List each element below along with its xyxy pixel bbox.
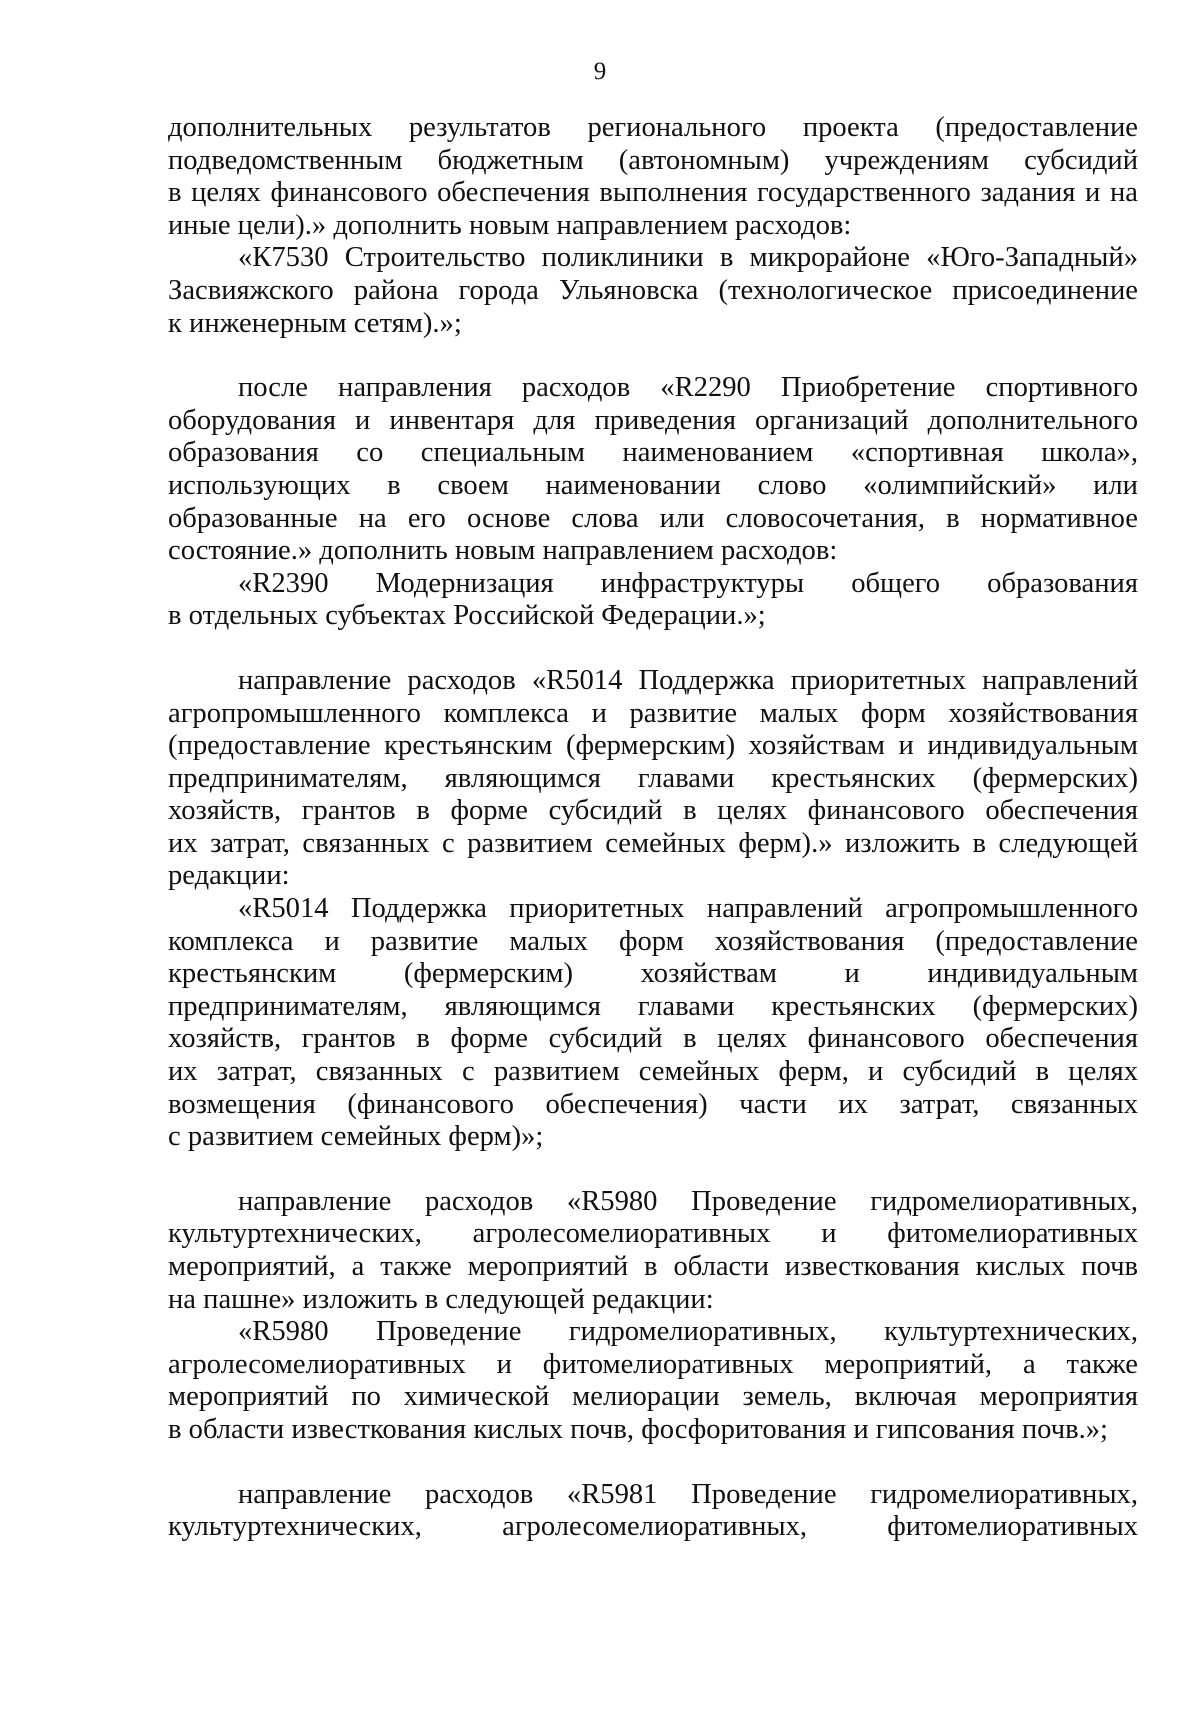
text-line: на пашне» изложить в следующей редакции:: [168, 1283, 714, 1315]
text-line: «R2390 Модернизация инфраструктуры общего образования: [238, 567, 1138, 599]
text-line: состояние.» дополнить новым направлением расходов:: [168, 535, 838, 567]
text-line: в области известкования кислых почв, фосфоритования и гипсования почв.»;: [168, 1413, 1108, 1445]
text-line: Засвияжского района города Ульяновска (технологическое присоединение: [168, 274, 1138, 306]
text-line: агролесомелиоративных и фитомелиоративных мероприятий, а также: [168, 1348, 1138, 1380]
text-line: агропромышленного комплекса и развитие малых форм хозяйствования: [168, 697, 1138, 729]
text-line: дополнительных результатов регионального проекта (предоставление: [168, 112, 1138, 143]
text-line: направление расходов «R5014 Поддержка приоритетных направлений: [238, 664, 1138, 696]
text-line: их затрат, связанных с развитием семейных ферм).» изложить в следующей: [168, 827, 1138, 859]
document-body: [168, 112, 1138, 1544]
text-line: хозяйств, грантов в форме субсидий в целях финансового обеспечения: [168, 795, 1138, 827]
paragraph-7: [168, 1186, 1138, 1316]
page-number: 9: [593, 58, 607, 85]
text-line: редакции:: [168, 860, 290, 892]
text-line: (предоставление крестьянским (фермерским) хозяйствам и индивидуальным: [168, 730, 1138, 762]
text-line: подведомственным бюджетным (автономным) учреждениям субсидий: [168, 144, 1138, 176]
text-line: образованные на его основе слова или словосочетания, в нормативное: [168, 502, 1138, 534]
text-line: предпринимателям, являющимся главами крестьянских (фермерских): [168, 762, 1138, 794]
paragraph-9: [168, 1479, 1138, 1544]
text-line: мероприятий, а также мероприятий в области известкования кислых почв: [168, 1251, 1138, 1282]
text-line: «R5014 Поддержка приоритетных направлений агропромышленного: [238, 893, 1138, 925]
text-line: в отдельных субъектах Российской Федерации.»;: [168, 600, 766, 632]
text-line: после направления расходов «R2290 Приобретение спортивного: [238, 372, 1138, 404]
text-line: крестьянским (фермерским) хозяйствам и индивидуальным: [168, 958, 1138, 990]
text-line: мероприятий по химической мелиорации земель, включая мероприятия: [168, 1381, 1138, 1413]
text-line: возмещения (финансового обеспечения) части их затрат, связанных: [168, 1088, 1138, 1120]
text-line: в целях финансового обеспечения выполнения государственного задания и на: [168, 177, 1138, 209]
text-line: иные цели).» дополнить новым направлением расходов:: [168, 209, 852, 241]
paragraph-2: [168, 242, 1138, 340]
text-line: «К7530 Строительство поликлиники в микрорайоне «Юго-Западный»: [238, 242, 1138, 274]
paragraph-3: [168, 372, 1138, 568]
text-line: «R5980 Проведение гидромелиоративных, культуртехнических,: [238, 1316, 1138, 1348]
paragraph-6: [168, 893, 1138, 1154]
text-line: образования со специальным наименованием «спортивная школа»,: [168, 437, 1138, 469]
text-line: оборудования и инвентаря для приведения организаций дополнительного: [168, 404, 1138, 436]
paragraph-1: [168, 112, 1138, 242]
text-line: комплекса и развитие малых форм хозяйствования (предоставление: [168, 925, 1138, 957]
paragraph-4: [168, 568, 1138, 633]
paragraph-5: [168, 665, 1138, 893]
text-line: культуртехнических, агролесомелиоративных и фитомелиоративных: [168, 1218, 1138, 1250]
text-line: их затрат, связанных с развитием семейных ферм, и субсидий в целях: [168, 1056, 1138, 1088]
text-line: культуртехнических, агролесомелиоративных, фитомелиоративных: [168, 1511, 1138, 1543]
text-line: к инженерным сетям).»;: [168, 307, 462, 339]
text-line: направление расходов «R5980 Проведение гидромелиоративных,: [238, 1185, 1138, 1217]
text-line: направление расходов «R5981 Проведение гидромелиоративных,: [238, 1478, 1138, 1510]
text-line: использующих в своем наименовании слово «олимпийский» или: [168, 469, 1138, 501]
text-line: предпринимателям, являющимся главами крестьянских (фермерских): [168, 990, 1138, 1022]
text-line: с развитием семейных ферм)»;: [168, 1121, 544, 1153]
text-line: хозяйств, грантов в форме субсидий в целях финансового обеспечения: [168, 1023, 1138, 1055]
paragraph-8: [168, 1316, 1138, 1446]
